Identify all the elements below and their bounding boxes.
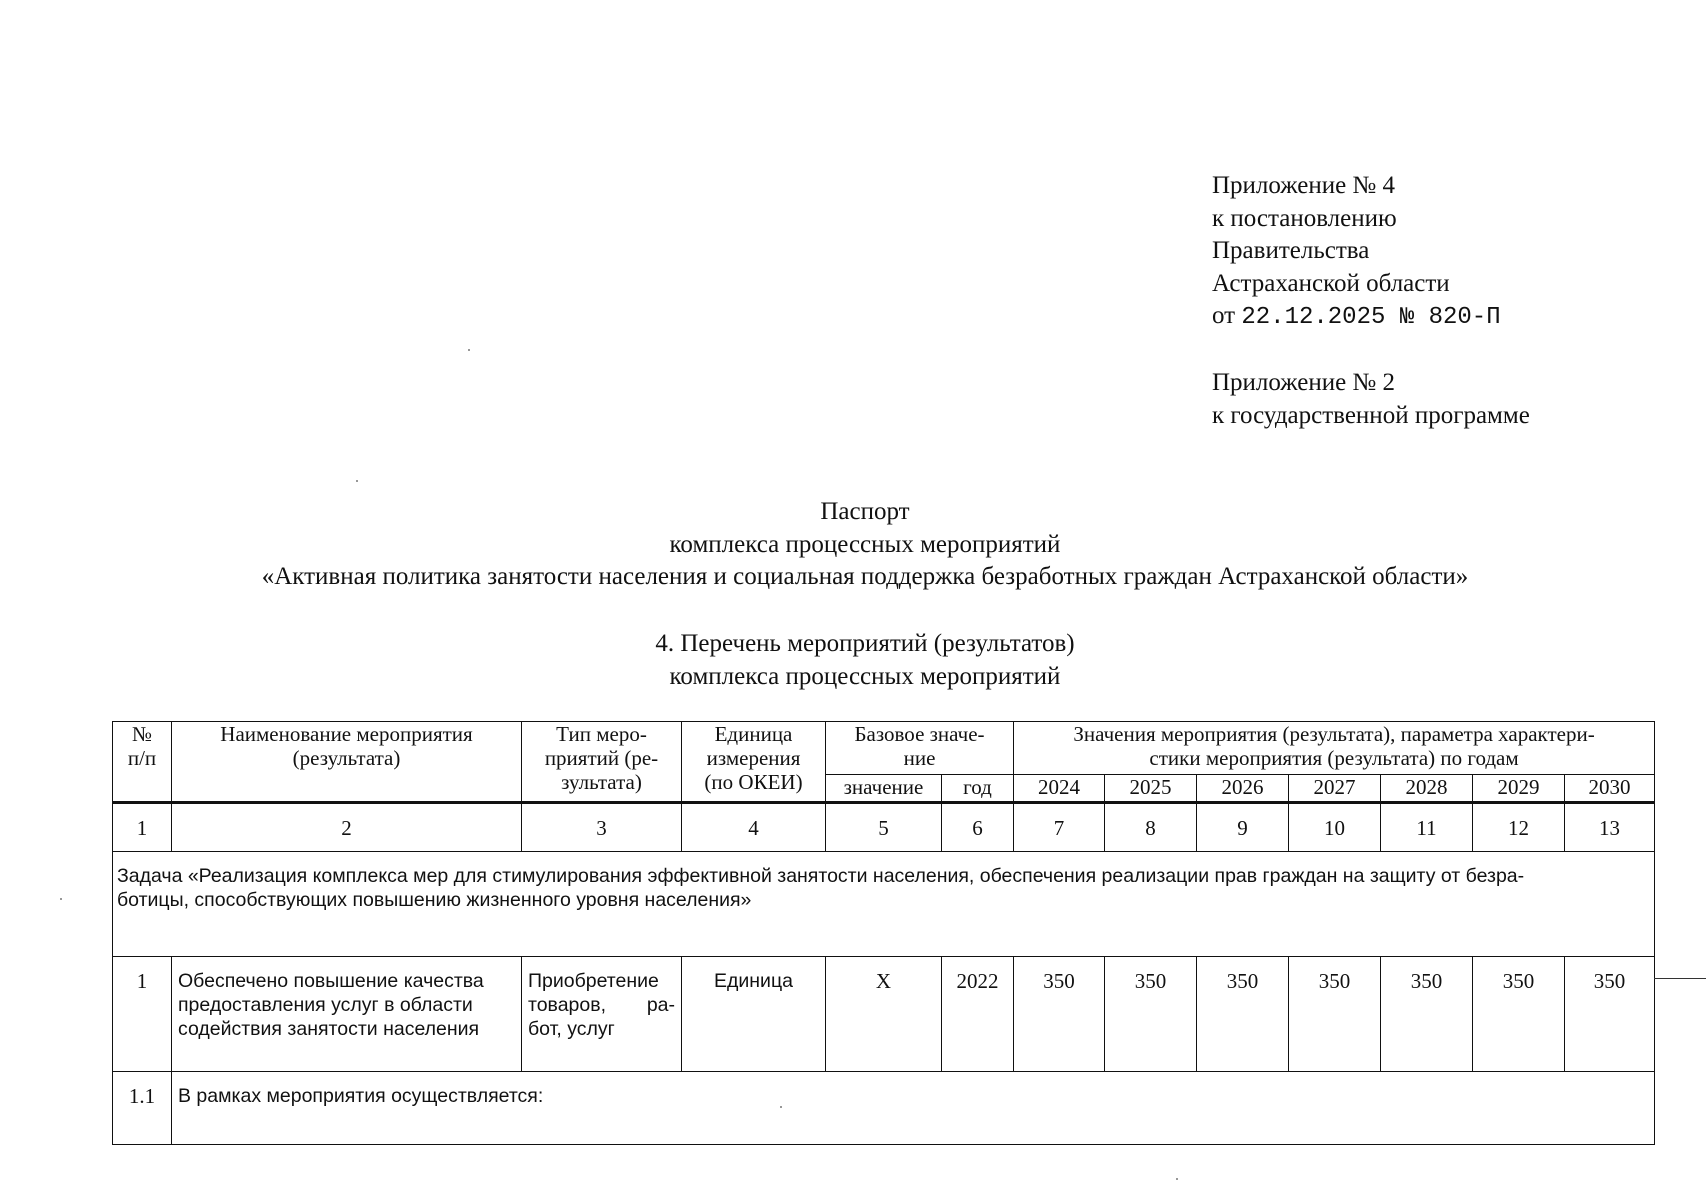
row-subtext: В рамках мероприятия осуществляется: [172,1072,1655,1145]
header-unit-l2: измерения [706,746,801,770]
header-values-l2: стики мероприятия (результата) по годам [1149,746,1519,770]
header-values [1014,722,1655,775]
date-prefix: от [1212,302,1236,329]
column-number: 13 [1565,803,1655,852]
appendix-4-line4: Астраханской области [1212,269,1450,297]
header-num [113,722,172,803]
passport-title-line2: комплекса процессных мероприятий [669,530,1061,558]
appendix-4-line3: Правительства [1212,237,1370,264]
passport-title-line3: «Активная политика занятости населения и социальная поддержка безработных граждан Астраханской области» [261,563,1469,590]
appendix-2-block [1212,367,1530,432]
passport-title-line1: Паспорт [820,498,910,525]
row-base-year: 2022 [942,957,1014,1072]
row-type [522,957,682,1072]
header-values-l1: Значения мероприятия (результата), параметра характери- [1073,722,1595,746]
column-number: 3 [522,803,682,852]
task-text-line1: Задача «Реализация комплекса мер для стимулирования эффективной занятости населения, обеспечения реализации прав граждан на защиту от безра- [117,865,1525,887]
column-number: 7 [1014,803,1105,852]
row-type-l1: Приобретение [528,970,659,992]
header-year-2024: 2024 [1014,775,1105,803]
table-row [113,957,1655,1072]
column-number: 6 [942,803,1014,852]
row-type-l2a: товаров, [528,994,607,1016]
scan-speck [356,480,358,482]
header-base [826,722,1014,775]
row-unit: Единица [682,957,826,1072]
row-value-2030: 350 [1565,957,1655,1072]
task-cell [113,852,1655,957]
column-number: 9 [1197,803,1289,852]
header-base-value: значение [826,775,942,803]
header-name [172,722,522,803]
scan-speck [60,898,62,900]
resolution-date-number: 22.12.2025 № 820-П [1241,304,1501,331]
row-value-2029: 350 [1473,957,1565,1072]
header-unit-l1: Единица [714,722,793,746]
appendix-4-line2: к постановлению [1212,204,1397,232]
appendix-4-date-line [1212,300,1501,335]
task-row [113,852,1655,957]
header-year-2030: 2030 [1565,775,1655,803]
column-number: 1 [113,803,172,852]
header-type-l1: Тип меро- [556,722,647,746]
row-name-l3: содействия занятости населения [178,1018,480,1040]
appendix-4-block [1212,170,1501,335]
header-year-2025: 2025 [1105,775,1197,803]
header-type [522,722,682,803]
section-title-line2: комплекса процессных мероприятий [669,662,1061,690]
row-value-2027: 350 [1289,957,1381,1072]
appendix-2-line2: к государственной программе [1212,401,1530,429]
task-text-line2: ботицы, способствующих повышению жизненного уровня населения» [117,889,752,911]
row-value-2024: 350 [1014,957,1105,1072]
header-base-l1: Базовое значе- [854,722,985,746]
section-title [0,628,1706,693]
column-number: 11 [1381,803,1473,852]
header-type-l2: приятий (ре- [544,746,659,770]
row-num: 1 [113,957,172,1072]
row-name-l2: предоставления услуг в области [178,994,473,1016]
row-type-l2b: ра- [646,994,675,1016]
header-year-2028: 2028 [1381,775,1473,803]
column-number: 5 [826,803,942,852]
row-num: 1.1 [113,1072,172,1145]
header-base-year: год [942,775,1014,803]
row-name-l1: Обеспечено повышение качества [178,970,484,992]
scan-speck [780,1106,782,1108]
header-name-text: Наименование мероприятия (результата) [220,722,473,770]
row-base-value: Х [826,957,942,1072]
column-number: 8 [1105,803,1197,852]
row-value-2028: 350 [1381,957,1473,1072]
header-unit-l3: (по ОКЕИ) [704,770,803,794]
column-number: 2 [172,803,522,852]
row-type-l3: бот, услуг [528,1018,615,1040]
scan-speck [468,349,470,351]
header-base-l2: ние [903,746,936,770]
column-numbers-row [113,803,1655,852]
row-value-2026: 350 [1197,957,1289,1072]
header-year-2029: 2029 [1473,775,1565,803]
appendix-2-title: Приложение № 2 [1212,369,1396,396]
passport-title [0,496,1706,594]
row-type-l2 [528,993,681,1017]
row-name [172,957,522,1072]
row-value-2025: 350 [1105,957,1197,1072]
header-year-2027: 2027 [1289,775,1381,803]
header-type-l3: зультата) [561,770,642,794]
edge-line [1654,978,1706,979]
column-number: 12 [1473,803,1565,852]
measures-table [112,721,1655,1145]
column-number: 10 [1289,803,1381,852]
column-number: 4 [682,803,826,852]
section-title-line1: 4. Перечень мероприятий (результатов) [655,630,1075,657]
header-unit [682,722,826,803]
header-num-text: № п/п [127,722,157,770]
table-row [113,1072,1655,1145]
scan-speck [1176,1178,1178,1180]
appendix-4-title: Приложение № 4 [1212,172,1396,199]
header-year-2026: 2026 [1197,775,1289,803]
